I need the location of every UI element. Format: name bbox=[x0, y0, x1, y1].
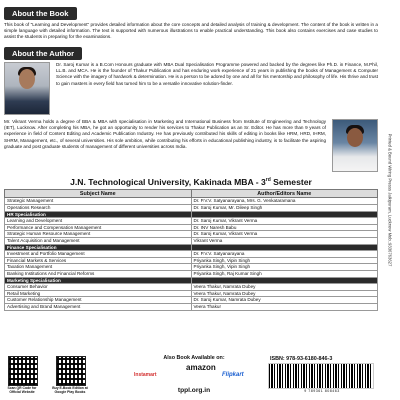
instamart-logo: Instamart bbox=[134, 372, 157, 378]
isbn-block bbox=[268, 356, 376, 393]
table-group-row bbox=[5, 244, 378, 251]
author-cell bbox=[191, 277, 378, 284]
table-row bbox=[5, 257, 378, 264]
barcode-digits: 9 789361 808463 bbox=[304, 389, 340, 393]
cover-footer bbox=[4, 355, 378, 398]
table-group-row bbox=[5, 277, 378, 284]
about-book-text: This book of "Learning and Development" provides detailed information about the core concepts and detailed analysis of training & development. The content of the book is written in a simple language with detailed information. The text is supported with numerous illustrations to enable practical understanding. This book also contains exercises and case studies to assist the students in preparing for the examinations. bbox=[4, 22, 378, 40]
subject-cell: Consumer Behavior bbox=[5, 284, 192, 291]
table-row bbox=[5, 205, 378, 212]
store-title: Also Book Available on: bbox=[163, 355, 225, 361]
qr-2-caption: Buy E-Book Edition at Google Play Books bbox=[52, 386, 88, 394]
author-cell: Veera Thakur bbox=[191, 303, 378, 310]
author-cell bbox=[191, 211, 378, 218]
author-2-photo bbox=[332, 119, 378, 172]
subject-cell: Strategic Management bbox=[5, 198, 192, 205]
author-cell: Priyanka Singh, Raj Kumar Singh bbox=[191, 271, 378, 278]
website-url: tppl.org.in bbox=[177, 387, 211, 394]
table-row bbox=[5, 271, 378, 278]
author-cell: Dr. Saroj Kumar, Vikrant Verma bbox=[191, 218, 378, 225]
subject-cell: Retail Marketing bbox=[5, 290, 192, 297]
university-title: J.N. Technological University, Kakinada MBA - 3rd Semester bbox=[70, 177, 312, 188]
about-author-heading: About the Author bbox=[4, 47, 82, 60]
author-1-block bbox=[4, 62, 378, 117]
store-logos bbox=[124, 363, 264, 383]
group-label: HR Specialisation bbox=[5, 211, 192, 218]
table-row bbox=[5, 297, 378, 304]
isbn-number: ISBN: 978-93-6180-846-3 bbox=[270, 356, 333, 362]
author-cell: Vikrant Verma bbox=[191, 238, 378, 245]
subject-table bbox=[4, 189, 378, 310]
table-group-row bbox=[5, 211, 378, 218]
table-row bbox=[5, 290, 378, 297]
subject-cell: Operations Research bbox=[5, 205, 192, 212]
subject-cell: Customer Relationship Management bbox=[5, 297, 192, 304]
table-row bbox=[5, 284, 378, 291]
author-cell: Priyanka Singh, Vipin Singh bbox=[191, 264, 378, 271]
subject-cell: Financial Markets & Services bbox=[5, 257, 192, 264]
table-row bbox=[5, 198, 378, 205]
store-availability bbox=[124, 355, 264, 394]
table-row bbox=[5, 231, 378, 238]
cover-content bbox=[4, 3, 378, 311]
author-2-bio: Mr. Vikrant Verma holds a degree of BBA & MBA with specialisation in Marketing and International Business from Institute of Engineering and Technology (IET), Lucknow. After completing his MBA, he got an opportunity to render his services to Thakur Publication as an Sr. Editor. He has more than 9 years of experience in field of Content Editing and Academic Publication Industry. He has previously contributed his skills of editing in books like HRM, HRD, IHRM, SHRM, Management, etc., of several universities. His sole ambition, while contributing his efforts in educational publishing industry, is to facilitate the aspiring graduate and post graduate students of management of different universities across India. bbox=[4, 119, 326, 149]
amazon-logo: amazon bbox=[186, 363, 216, 372]
group-label: Finance Specialisation bbox=[5, 244, 192, 251]
author-2-block bbox=[4, 119, 378, 174]
subject-cell: Taxation Management bbox=[5, 264, 192, 271]
spine-strip bbox=[380, 0, 400, 400]
table-row bbox=[5, 218, 378, 225]
subject-header: Subject Name bbox=[5, 190, 192, 198]
table-row bbox=[5, 224, 378, 231]
author-cell: Dr. P.V.V. Satyanarayana, Mrs. G. Venkataramana bbox=[191, 198, 378, 205]
about-book-heading: About the Book bbox=[4, 7, 77, 20]
subject-cell: Talent Acquisition and Management bbox=[5, 238, 192, 245]
author-cell: Dr. INV Naresh Babu bbox=[191, 224, 378, 231]
table-row bbox=[5, 303, 378, 310]
subject-cell: Strategic Human Resource Management bbox=[5, 231, 192, 238]
author-cell: Priyanka Singh, Vipin Singh bbox=[191, 257, 378, 264]
printer-info: Printed & Bound Wiring Presss Jaikipuram, Lucknow Mob.:9336763627 bbox=[387, 133, 393, 267]
subject-cell: Performance and Compensation Management bbox=[5, 224, 192, 231]
subject-cell: Investment and Portfolio Management bbox=[5, 251, 192, 258]
barcode bbox=[268, 363, 374, 389]
author-header: Author/Editors Name bbox=[191, 190, 378, 198]
group-label: Marketing Specialisation bbox=[5, 277, 192, 284]
subject-cell: Learning and Development bbox=[5, 218, 192, 225]
author-cell: Dr. P.V.V. Satyanarayana bbox=[191, 251, 378, 258]
subject-cell: Banking Institutions And Financial Reforms bbox=[5, 271, 192, 278]
qr-code-google-play bbox=[56, 356, 86, 386]
table-row bbox=[5, 264, 378, 271]
author-cell bbox=[191, 244, 378, 251]
author-cell: Veera Thakur, Namrata Dubey bbox=[191, 284, 378, 291]
table-row bbox=[5, 251, 378, 258]
subject-cell: Advertising and Brand Management bbox=[5, 303, 192, 310]
qr-1-caption: Scan QR Code for Official Website bbox=[7, 386, 37, 394]
table-row bbox=[5, 238, 378, 245]
author-cell: Dr. Saroj Kumar, Namrata Dubey bbox=[191, 297, 378, 304]
author-cell: Veera Thakur, Namrata Dubey bbox=[191, 290, 378, 297]
qr-code-website bbox=[8, 356, 38, 386]
author-1-photo bbox=[4, 62, 50, 115]
author-cell: Dr. Saroj Kumar, Mr. Dileep Singh bbox=[191, 205, 378, 212]
flipkart-logo: Flipkart bbox=[222, 372, 244, 378]
author-1-bio: Dr. Saroj Kumar is a B.Com Honours graduate with MBA Dual Specialisation Programme powered and backed by the degrees like Ph.D. in Finance, M.Phil, LL.B. and MCA. He is the founder of Thakur Publication and has enduring work experience of 21 years in publishing the books of Management & Computer Science with the imagery of hardwork & determination. He is a person to be adored by one and all for his mentorship and philosophy of life. His thrive and trust to gain masters in every field has turned him to be a versatile innovative solution-finder. bbox=[56, 62, 378, 86]
author-cell: Dr. Saroj Kumar, Vikrant Verma bbox=[191, 231, 378, 238]
